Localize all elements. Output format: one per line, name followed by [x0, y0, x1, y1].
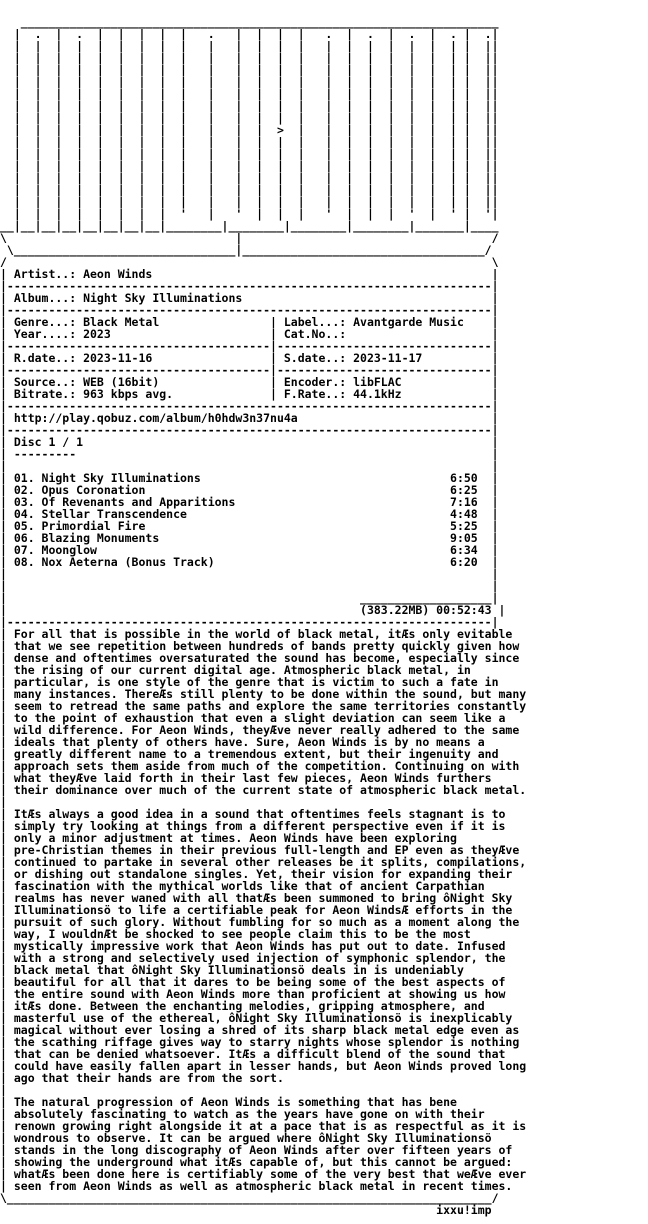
nfo-line: | approach sets them aside from much of the competition. Continuing on with — [0, 759, 520, 773]
nfo-line: | | | | | | | | | | | | | | | | | | | | | | || — [0, 111, 499, 125]
nfo-line: | wild difference. For Aeon Winds, theyÆve never really adhered to the same — [0, 723, 520, 737]
nfo-line: | the scathing riffage gives way to starry nights whose splendor is nothing — [0, 1035, 520, 1049]
nfo-line: | beautiful for all that it dares to be being some of the best aspects of — [0, 975, 506, 989]
nfo-line: | their dominance over much of the current state of atmospheric black metal. — [0, 783, 527, 797]
nfo-line: | the entire sound with Aeon Winds more than proficient at showing us how — [0, 987, 506, 1001]
nfo-line: | http://play.qobuz.com/album/h0hdw3n37nu4a | — [0, 411, 499, 425]
nfo-line: | continued to partake in several other releases be it splits, compilations, — [0, 855, 527, 869]
nfo-line: | For all that is possible in the world of black metal, itÆs only evitable — [0, 627, 513, 641]
nfo-line: | Year....: 2023 | Cat.No..: | — [0, 327, 499, 341]
nfo-line: _____________________________________________________________________ — [0, 15, 499, 29]
nfo-line: | | | | | | | | | | | | | | | | | | | | | | || — [0, 159, 499, 173]
nfo-line: | what theyÆve laid forth in their last few pieces, Aeon Winds furthers — [0, 771, 492, 785]
nfo-line: | pre-Christian themes in their previous full-length and EP even as theyÆve — [0, 843, 520, 857]
nfo-line: |----------------------------------------------------------------------| — [0, 423, 499, 437]
nfo-line: | whatÆs been done here is certifiably some of the very best that weÆve ever — [0, 1167, 527, 1181]
nfo-line: | 03. Of Revenants and Apparitions 7:16 | — [0, 495, 499, 509]
nfo-line: \ | / — [0, 231, 499, 245]
nfo-line: | R.date..: 2023-11-16 | S.date..: 2023-11-17 | — [0, 351, 499, 365]
nfo-line: | 05. Primordial Fire 5:25 | — [0, 519, 499, 533]
nfo-line: | greatly different name to a tremendous extent, but their ingenuity and — [0, 747, 499, 761]
nfo-line: | --------- | — [0, 447, 499, 461]
nfo-line: | itÆs done. Between the enchanting melodies, gripping atmosphere, and — [0, 999, 485, 1013]
nfo-line: __|__|__|__|__|__|__|__|________|________|________|________|_______|____ — [0, 219, 499, 233]
nfo-line: | Album...: Night Sky Illuminations | — [0, 291, 499, 305]
nfo-line: | magical without ever losing a shred of its sharp black metal edge even as — [0, 1023, 520, 1037]
nfo-line: | masterful use of the ethereal, ôNight Sky Illuminationsö is inexplicably — [0, 1011, 513, 1025]
nfo-line: | | | | | | | | | | | | | | | | | | | | | | || — [0, 39, 499, 53]
nfo-line: | . | . | | | | | . | | | | . | . | . | . | .| — [0, 27, 499, 41]
nfo-line: | | — [0, 567, 499, 581]
nfo-line: | 01. Night Sky Illuminations 6:50 | — [0, 471, 499, 485]
nfo-line: |----------------------------------------------------------------------| — [0, 615, 499, 629]
nfo-line: |--------------------------------------|-------------------------------| — [0, 363, 499, 377]
nfo-line: | | | | | | | | ' | ' | | | ' | | | ' | ' | '| — [0, 207, 499, 221]
nfo-line: | only a minor adjustment at times. Aeon Winds have been exploring — [0, 831, 457, 845]
nfo-line: | wondrous to observe. It can be argued where ôNight Sky Illuminationsö — [0, 1131, 492, 1145]
nfo-line: | | — [0, 459, 499, 473]
nfo-line: | | | | | | | | | | | | | | | | | | | | | | || — [0, 171, 499, 185]
nfo-text — [0, 16, 648, 1216]
nfo-line: | that can be denied whatsoever. ItÆs a difficult blend of the sound that — [0, 1047, 506, 1061]
nfo-line: | showing the underground what itÆs capable of, but this cannot be argued: — [0, 1155, 513, 1169]
nfo-line: | | | | | | | | | | | | | | | | | | | | | | || — [0, 87, 499, 101]
nfo-line: | particular, is one style of the genre that is victim to such a fate in — [0, 675, 499, 689]
nfo-line: | (383.22MB) 00:52:43 | — [0, 603, 506, 617]
nfo-document — [0, 16, 648, 1216]
nfo-line: | with a strong and selectively used injection of symphonic splendor, the — [0, 951, 506, 965]
nfo-line: ixxu!imp — [0, 1203, 492, 1217]
nfo-line: |----------------------------------------------------------------------| — [0, 399, 499, 413]
nfo-line: | seem to retread the same paths and explore the same territories constantly — [0, 699, 527, 713]
nfo-line: | fascination with the mythical worlds like that of ancient Carpathian — [0, 879, 485, 893]
nfo-line: | could have easily fallen apart in lesser hands, but Aeon Winds proved long — [0, 1059, 527, 1073]
nfo-line: | realms has never waned with all thatÆs been summoned to bring ôNight Sky — [0, 891, 513, 905]
nfo-line: | renown growing right alongside it at a pace that is as respectful as it is — [0, 1119, 527, 1133]
nfo-line: | — [0, 795, 7, 809]
nfo-line: / \ — [0, 255, 499, 269]
nfo-line: | Genre...: Black Metal | Label...: Avantgarde Music | — [0, 315, 499, 329]
nfo-line: | 08. Nox Aeterna (Bonus Track) 6:20 | — [0, 555, 499, 569]
nfo-line: \______________________________________________________________________/ — [0, 1191, 499, 1205]
nfo-line: | 07. Moonglow 6:34 | — [0, 543, 499, 557]
nfo-line: | | | | | | | | | | | | | | | | | | | | | | || — [0, 147, 499, 161]
nfo-line: | black metal that ôNight Sky Illuminationsö deals in is undeniably — [0, 963, 464, 977]
nfo-line: | 06. Blazing Monuments 9:05 | — [0, 531, 499, 545]
nfo-line: | seen from Aeon Winds as well as atmospheric black metal in recent times. — [0, 1179, 513, 1193]
nfo-line: | Source..: WEB (16bit) | Encoder.: libFLAC | — [0, 375, 499, 389]
nfo-line: | many instances. ThereÆs still plenty to be done within the sound, but many — [0, 687, 527, 701]
nfo-line: | | | | | | | | | | | | | | | | | | | | | | || — [0, 75, 499, 89]
nfo-line: | simply try looking at things from a different perspective even if it is — [0, 819, 506, 833]
nfo-line: | | | | | | | | | | | | | | | | | | | | | | || — [0, 63, 499, 77]
nfo-line: | or dishing out standalone singles. Yet, their vision for expanding their — [0, 867, 513, 881]
nfo-line: |--------------------------------------|-------------------------------| — [0, 339, 499, 353]
nfo-line: | | — [0, 579, 499, 593]
nfo-line: | | | | | | | | | | | | | | | | | | | | | | || — [0, 195, 499, 209]
nfo-line: \________________________________|___________________________________/ — [0, 243, 492, 257]
nfo-line: | way, I wouldnÆt be shocked to see people claim this to be the most — [0, 927, 471, 941]
nfo-line: |----------------------------------------------------------------------| — [0, 279, 499, 293]
nfo-line: | Disc 1 / 1 | — [0, 435, 499, 449]
nfo-line: | pursuit of such glory. Without fumbling for so much as a moment along the — [0, 915, 520, 929]
nfo-line: | stands in the long discography of Aeon Winds after over fifteen years of — [0, 1143, 513, 1157]
nfo-line: | | | | | | | | | | | | | | | | | | | | | | || — [0, 51, 499, 65]
nfo-line: | that we see repetition between hundreds of bands pretty quickly given how — [0, 639, 520, 653]
nfo-line: | Artist..: Aeon Winds | — [0, 267, 499, 281]
nfo-line: | ItÆs always a good idea in a sound that oftentimes feels stagnant is to — [0, 807, 506, 821]
nfo-line: | mystically impressive work that Aeon Winds has put out to date. Infused — [0, 939, 506, 953]
nfo-line: | | | | | | | | | | | | | | | | | | | | | | || — [0, 183, 499, 197]
nfo-line: | to the point of exhaustion that even a slight deviation can seem like a — [0, 711, 506, 725]
nfo-line: | ___________________| — [0, 591, 499, 605]
nfo-line: | The natural progression of Aeon Winds is something that has bene — [0, 1095, 457, 1109]
nfo-line: | | | | | | | | | | | | | | | | | | | | | | || — [0, 135, 499, 149]
nfo-line: | | | | | | | | | | | | > | | | | | | | | | || — [0, 123, 499, 137]
nfo-line: | — [0, 1083, 7, 1097]
nfo-line: | 02. Opus Coronation 6:25 | — [0, 483, 499, 497]
nfo-line: | 04. Stellar Transcendence 4:48 | — [0, 507, 499, 521]
nfo-line: | dense and oftentimes oversaturated the sound has become, especially since — [0, 651, 520, 665]
nfo-line: | Illuminationsö to life a certifiable peak for Aeon WindsÆ efforts in the — [0, 903, 513, 917]
nfo-line: | ideals that plenty of others have. Sure, Aeon Winds is by no means a — [0, 735, 485, 749]
nfo-line: | ago that their hands are from the sort. — [0, 1071, 284, 1085]
nfo-line: | the rising of our current digital age. Atmospheric black metal, in — [0, 663, 471, 677]
nfo-line: | Bitrate.: 963 kbps avg. | F.Rate..: 44.1kHz | — [0, 387, 499, 401]
nfo-line: |----------------------------------------------------------------------| — [0, 303, 499, 317]
nfo-line: | absolutely fascinating to watch as the years have gone on with their — [0, 1107, 485, 1121]
nfo-line: | | | | | | | | | | | | | | | | | | | | | | || — [0, 99, 499, 113]
